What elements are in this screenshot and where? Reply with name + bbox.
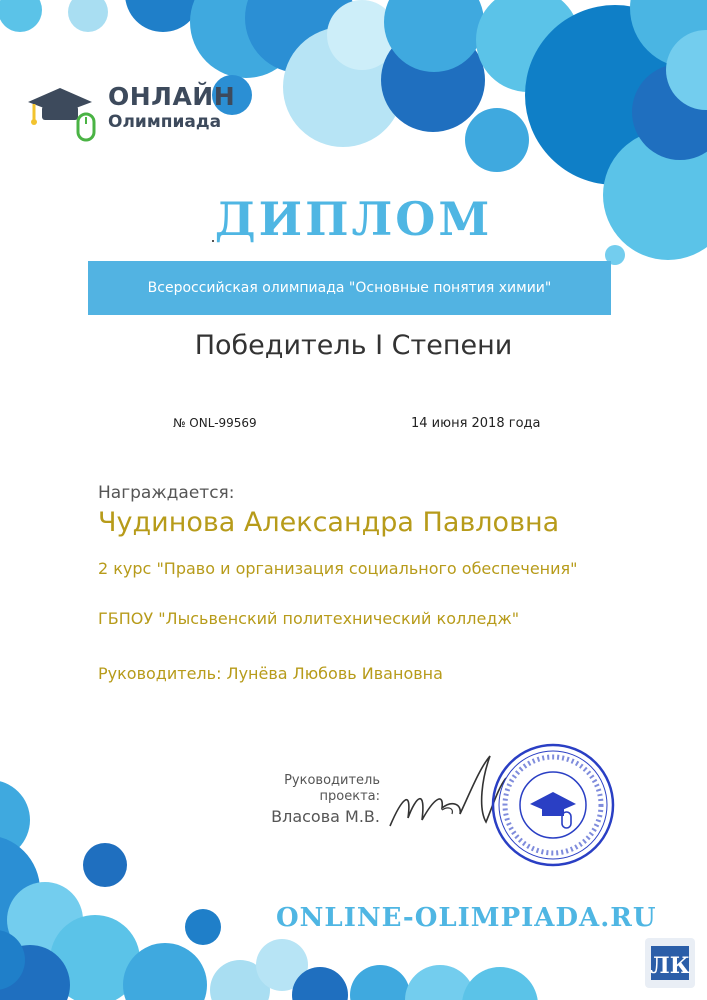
- signer-role-line2: проекта:: [319, 789, 380, 804]
- website-url: ONLINE-OLIMPIADA.RU: [276, 903, 657, 933]
- logo-subtitle: Олимпиада: [108, 112, 222, 132]
- course-line: 2 курс "Право и организация социального обеспечения": [98, 559, 578, 578]
- svg-text:ЛК: ЛК: [650, 953, 690, 979]
- olympiad-logo: [24, 78, 234, 144]
- signer-role-line1: Руководитель: [284, 773, 380, 788]
- diploma-title: ДИПЛОМ: [214, 192, 493, 246]
- olympiad-banner: Всероссийская олимпиада "Основные понятия химии": [88, 261, 611, 315]
- signer-role: [240, 773, 380, 805]
- diploma-number: № ONL-99569: [173, 416, 257, 430]
- institution-line: ГБПОУ "Лысьвенский политехнический колледж": [98, 609, 520, 628]
- graduation-cap-mouse-icon: [24, 78, 104, 144]
- awarded-label: Награждается:: [98, 483, 235, 503]
- college-logo-icon: [645, 938, 695, 988]
- official-stamp: [490, 742, 616, 868]
- stray-dot: [212, 240, 214, 242]
- recipient-name: Чудинова Александра Павловна: [98, 507, 560, 538]
- diploma-date: 14 июня 2018 года: [411, 416, 541, 431]
- supervisor-line: Руководитель: Лунёва Любовь Ивановна: [98, 664, 443, 683]
- award-degree: Победитель I Степени: [194, 330, 513, 361]
- logo-title: ОНЛАЙН: [108, 82, 236, 111]
- signer-name: Власова М.В.: [271, 807, 380, 826]
